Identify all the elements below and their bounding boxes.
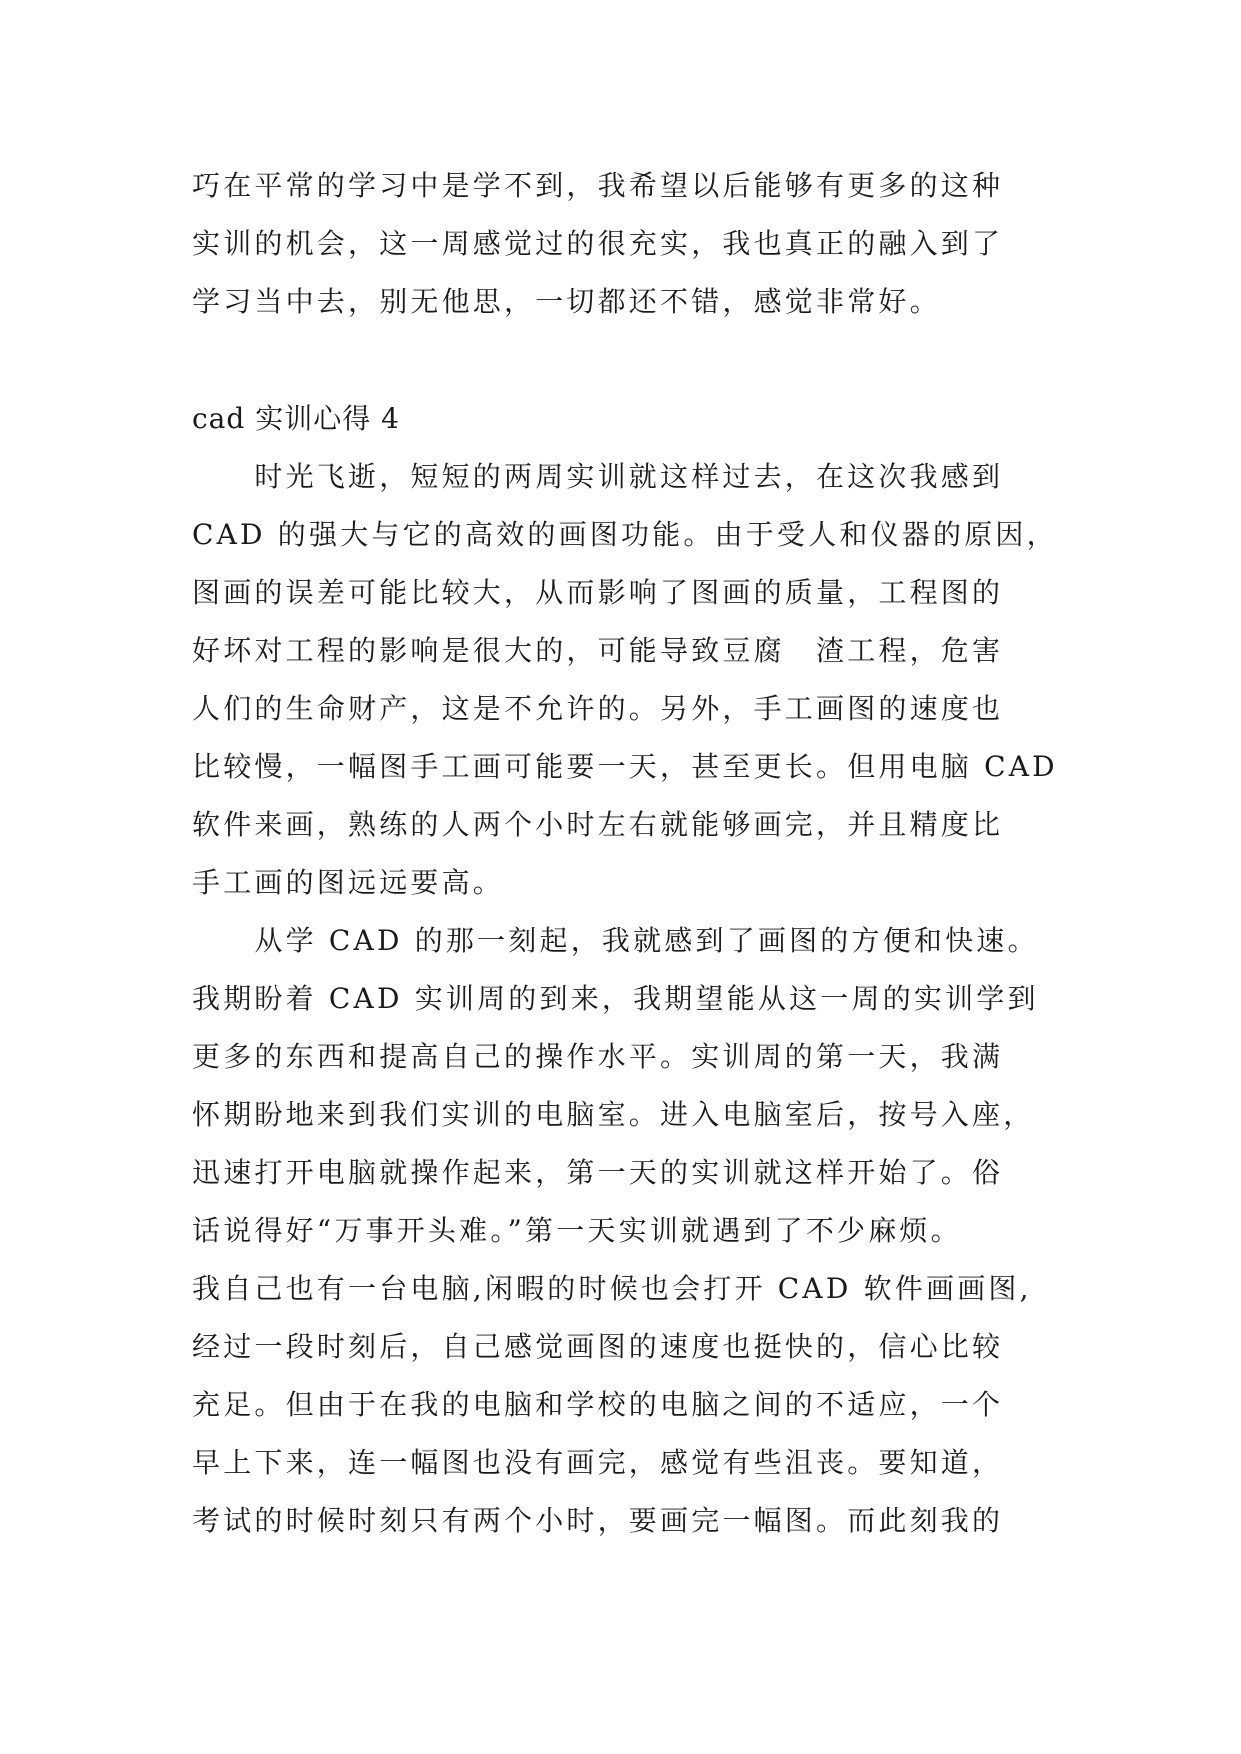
paragraph-2 [192,912,1072,1550]
paragraph-1 [192,448,1072,912]
text-line: 怀期盼地来到我们实训的电脑室。进入电脑室后，按号入座， [192,1098,1035,1131]
text-line: 我期盼着 CAD 实训周的到来，我期望能从这一周的实训学到 [192,982,1039,1015]
text-line: 考试的时候时刻只有两个小时，要画完一幅图。而此刻我的 [192,1504,1004,1537]
section-title: cad 实训心得 4 [192,402,400,435]
text-line: 经过一段时刻后，自己感觉画图的速度也挺快的，信心比较 [192,1330,1004,1363]
intro-paragraph [192,157,1072,331]
text-line: 时光飞逝，短短的两周实训就这样过去，在这次我感到 [192,460,1004,493]
text-line: 比较慢，一幅图手工画可能要一天，甚至更长。但用电脑 CAD [192,750,1058,783]
text-line: 软件来画，熟练的人两个小时左右就能够画完，并且精度比 [192,808,1004,841]
text-line: 巧在平常的学习中是学不到，我希望以后能够有更多的这种 [192,169,1004,202]
text-line: 更多的东西和提高自己的操作水平。实训周的第一天，我满 [192,1040,1004,1073]
text-line: 手工画的图远远要高。 [192,866,505,899]
text-line: 早上下来，连一幅图也没有画完，感觉有些沮丧。要知道， [192,1446,1004,1479]
text-line: 充足。但由于在我的电脑和学校的电脑之间的不适应，一个 [192,1388,1004,1421]
text-line: CAD 的强大与它的高效的画图功能。由于受人和仪器的原因， [192,518,1058,551]
text-line: 迅速打开电脑就操作起来，第一天的实训就这样开始了。俗 [192,1156,1004,1189]
text-line: 学习当中去，别无他思，一切都还不错，感觉非常好。 [192,285,941,318]
text-line: 我自己也有一台电脑,闲暇的时候也会打开 CAD 软件画画图, [192,1272,1032,1305]
text-line: 话说得好“万事开头难。”第一天实训就遇到了不少麻烦。 [192,1214,962,1247]
text-line: 从学 CAD 的那一刻起，我就感到了画图的方便和快速。 [192,924,1039,957]
text-line: 人们的生命财产，这是不允许的。另外，手工画图的速度也 [192,692,1004,725]
text-line: 图画的误差可能比较大，从而影响了图画的质量，工程图的 [192,576,1004,609]
text-line: 好坏对工程的影响是很大的，可能导致豆腐 渣工程，危害 [192,634,1004,667]
text-line: 实训的机会，这一周感觉过的很充实，我也真正的融入到了 [192,227,1004,260]
